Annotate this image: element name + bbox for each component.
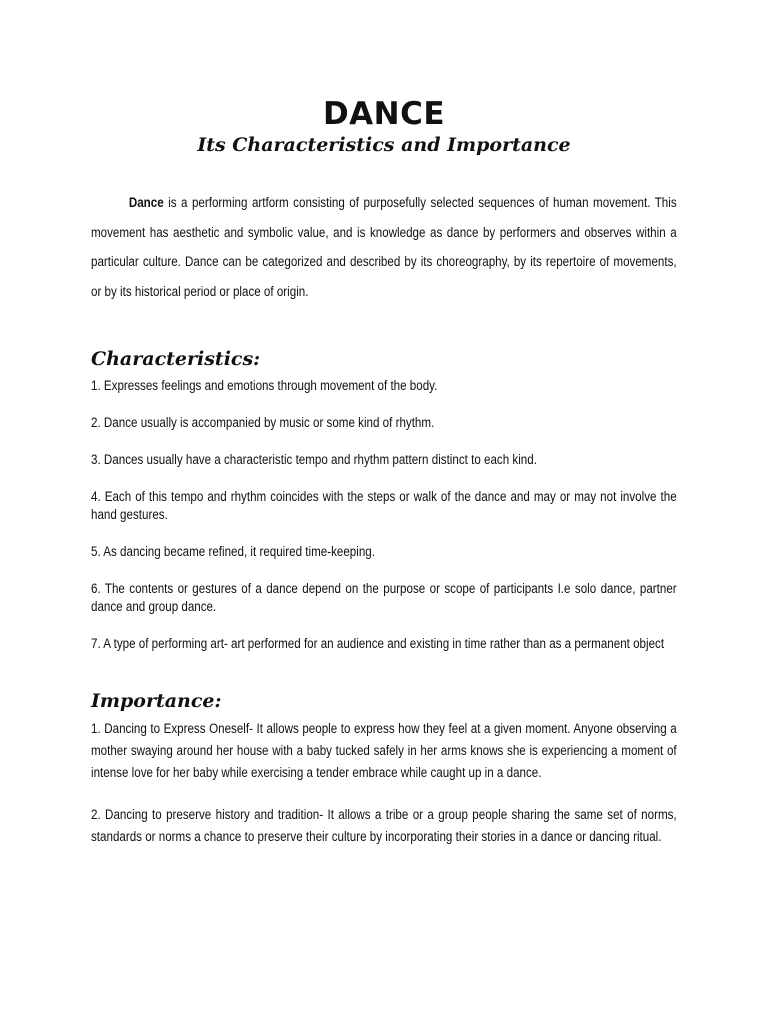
list-item: 7. A type of performing art- art performed for an audience and existing in time rather than as a permanent object: [91, 636, 665, 651]
list-item: 4. Each of this tempo and rhythm coincides with the steps or walk of the dance and may or may not involve the hand gestures.: [91, 489, 677, 522]
importance-heading: Importance:: [91, 690, 222, 712]
document-subtitle: Its Characteristics and Importance: [197, 134, 571, 156]
intro-lead-word: Dance: [128, 195, 164, 210]
list-item: 1. Expresses feelings and emotions through movement of the body.: [91, 378, 438, 393]
list-item: 5. As dancing became refined, it required time-keeping.: [91, 544, 375, 559]
list-item: 6. The contents or gestures of a dance depend on the purpose or scope of participants I.e solo dance, partner dance and group dance.: [91, 581, 677, 614]
document-title: DANCE: [322, 96, 446, 132]
list-item: 2. Dancing to preserve history and tradition- It allows a tribe or a group people sharing the same set of norms, standards or norms a chance to preserve their culture by incorporating their stories in a dance or dancing ritual.: [91, 807, 677, 844]
characteristics-heading: Characteristics:: [91, 348, 261, 370]
importance-list: [91, 718, 677, 868]
list-item: 2. Dance usually is accompanied by music or some kind of rhythm.: [91, 415, 435, 430]
intro-text: is a performing artform consisting of purposefully selected sequences of human movement. This movement has aesthetic and symbolic value, and is knowledge as dance by performers and observes within a particular culture. Dance can be categorized and described by its choreography, by its repertoire of movements, or by its historical period or place of origin.: [91, 195, 677, 299]
list-item: 1. Dancing to Express Oneself- It allows people to express how they feel at a given moment. Anyone observing a mother swaying around her house with a baby tucked safely in her arms knows she is experiencing a moment of intense love for her baby while exercising a tender embrace while caught up in a dance.: [91, 721, 677, 780]
characteristics-list: [91, 377, 677, 672]
list-item: 3. Dances usually have a characteristic tempo and rhythm pattern distinct to each kind.: [91, 452, 537, 467]
intro-paragraph: [91, 188, 677, 306]
